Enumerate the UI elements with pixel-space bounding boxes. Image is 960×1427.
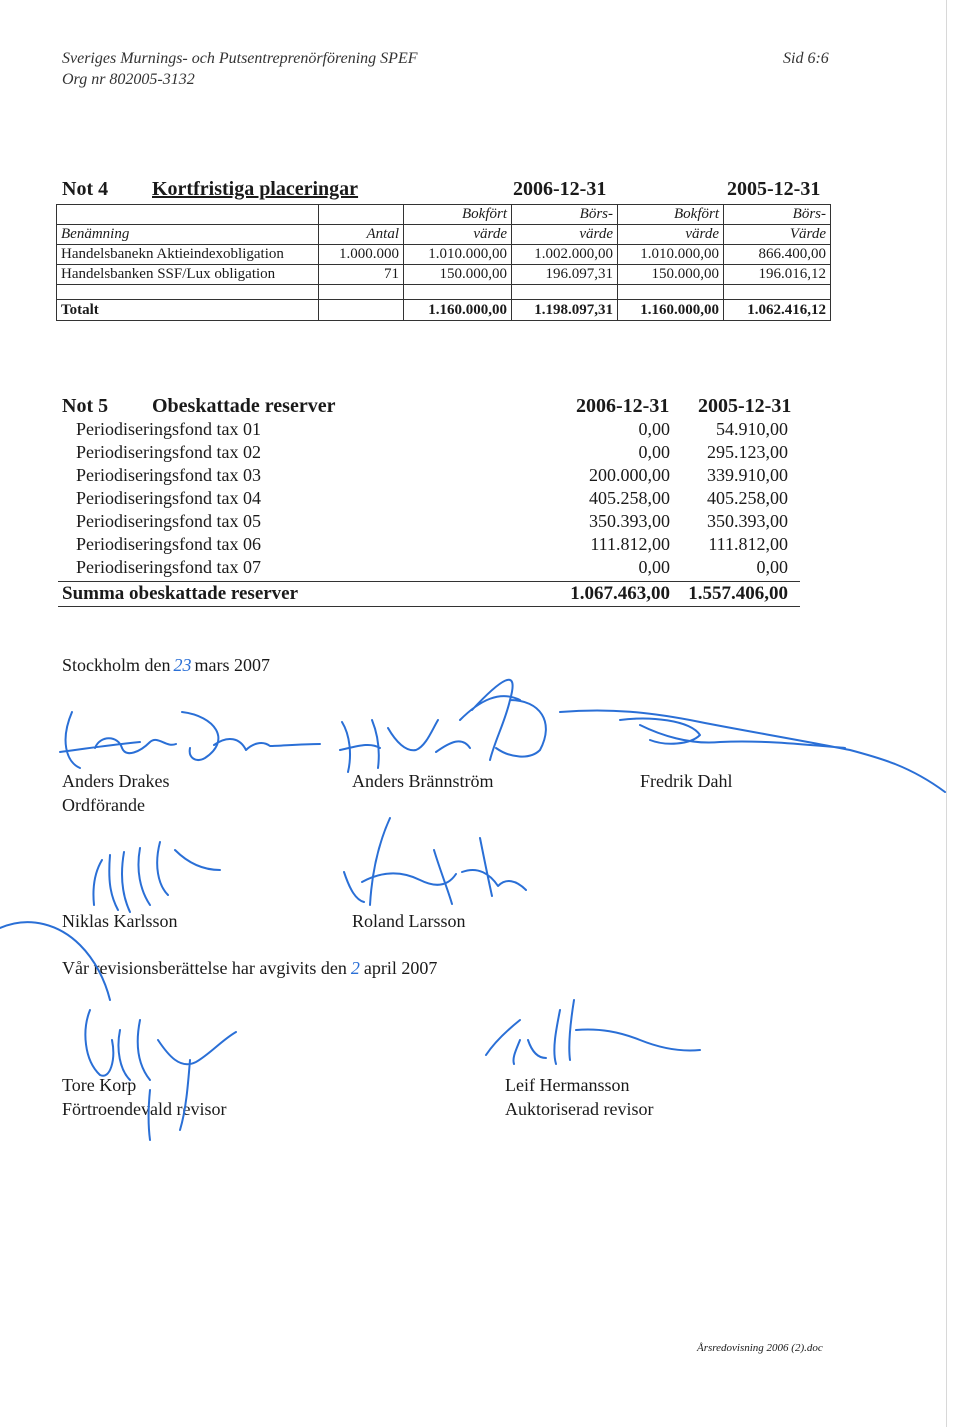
sum-label: Summa obeskattade reserver bbox=[62, 583, 299, 604]
table-cell: 866.400,00 bbox=[724, 245, 831, 265]
table-cell: 1.160.000,00 bbox=[618, 300, 724, 321]
auditor-name: Leif Hermansson bbox=[505, 1075, 630, 1095]
table-cell: 1.010.000,00 bbox=[404, 245, 512, 265]
not4-date-2006: 2006-12-31 bbox=[513, 178, 607, 200]
signature-tore-korp bbox=[85, 1010, 236, 1140]
reserve-value-2005: 0,00 bbox=[756, 557, 788, 577]
table-cell: 1.000.000 bbox=[319, 245, 404, 265]
reserve-label: Periodiseringsfond tax 01 bbox=[76, 419, 261, 439]
reserve-label: Periodiseringsfond tax 04 bbox=[76, 488, 261, 508]
place-date-suffix: mars 2007 bbox=[194, 655, 270, 675]
signatory-name: Niklas Karlsson bbox=[62, 911, 178, 931]
auditor-name: Tore Korp bbox=[62, 1075, 137, 1095]
not4-date-2005: 2005-12-31 bbox=[727, 178, 821, 200]
org-name: Sveriges Murnings- och Putsentreprenörförening SPEF bbox=[62, 50, 418, 67]
audit-prefix: Vår revisionsberättelse har avgivits den bbox=[62, 958, 347, 978]
signatory-name: Anders Drakes bbox=[62, 771, 170, 791]
signatory-name: Anders Brännström bbox=[352, 771, 494, 791]
table-cell: 1.010.000,00 bbox=[618, 245, 724, 265]
reserve-value-2006: 0,00 bbox=[638, 557, 670, 577]
not4-head-cell: värde bbox=[512, 225, 618, 245]
auditor-role: Auktoriserad revisor bbox=[505, 1099, 654, 1119]
page-number: Sid 6:6 bbox=[783, 50, 829, 67]
not4-title: Kortfristiga placeringar bbox=[152, 178, 359, 200]
reserve-label: Periodiseringsfond tax 05 bbox=[76, 511, 261, 531]
reserve-value-2006: 350.393,00 bbox=[589, 511, 670, 531]
not4-head-cell: värde bbox=[404, 225, 512, 245]
reserve-value-2006: 0,00 bbox=[638, 442, 670, 462]
not4-head-cell: Bokfört bbox=[618, 205, 724, 225]
table-cell: Handelsbanekn Aktieindexobligation bbox=[57, 245, 319, 265]
audit-suffix: april 2007 bbox=[363, 958, 438, 978]
not5-date-2005: 2005-12-31 bbox=[698, 395, 792, 417]
not4-head-cell: Benämning bbox=[57, 225, 319, 245]
signature-roland-larsson bbox=[344, 818, 526, 905]
table-cell: 1.002.000,00 bbox=[512, 245, 618, 265]
table-cell: 1.198.097,31 bbox=[512, 300, 618, 321]
not5-title: Obeskattade reserver bbox=[152, 395, 336, 417]
reserve-label: Periodiseringsfond tax 02 bbox=[76, 442, 261, 462]
table-cell: 196.097,31 bbox=[512, 265, 618, 285]
not4-head-cell: Börs- bbox=[512, 205, 618, 225]
auditor-role: Förtroendevald revisor bbox=[62, 1099, 227, 1119]
reserve-value-2005: 350.393,00 bbox=[707, 511, 788, 531]
reserve-value-2005: 111.812,00 bbox=[708, 534, 788, 554]
not4-number: Not 4 bbox=[62, 178, 109, 200]
signature-anders-brannstrom bbox=[340, 680, 546, 772]
reserve-value-2006: 405.258,00 bbox=[589, 488, 670, 508]
sum-value-2006: 1.067.463,00 bbox=[570, 583, 670, 604]
table-cell: 1.160.000,00 bbox=[404, 300, 512, 321]
reserve-value-2006: 200.000,00 bbox=[589, 465, 670, 485]
place-date-prefix: Stockholm den bbox=[62, 655, 171, 675]
table-cell: 1.062.416,12 bbox=[724, 300, 831, 321]
not4-head-cell: Antal bbox=[319, 225, 404, 245]
table-cell: Totalt bbox=[57, 300, 319, 321]
org-number: Org nr 802005-3132 bbox=[62, 71, 195, 88]
not4-head-cell: Börs- bbox=[724, 205, 831, 225]
reserve-label: Periodiseringsfond tax 07 bbox=[76, 557, 261, 577]
footer-filename: Årsredovisning 2006 (2).doc bbox=[697, 1342, 823, 1354]
not4-head-cell: värde bbox=[618, 225, 724, 245]
reserve-value-2005: 405.258,00 bbox=[707, 488, 788, 508]
signature-leif-hermansson bbox=[486, 1000, 700, 1064]
handwritten-audit-day: 2 bbox=[350, 958, 360, 978]
signatory-name: Roland Larsson bbox=[352, 911, 466, 931]
signature-anders-drakes bbox=[60, 712, 320, 768]
table-cell: 150.000,00 bbox=[404, 265, 512, 285]
table-cell: 196.016,12 bbox=[724, 265, 831, 285]
reserve-label: Periodiseringsfond tax 03 bbox=[76, 465, 261, 485]
signatory-role: Ordförande bbox=[62, 795, 145, 815]
signature-fredrik-dahl bbox=[560, 710, 945, 792]
reserve-value-2006: 0,00 bbox=[638, 419, 670, 439]
table-cell: 150.000,00 bbox=[618, 265, 724, 285]
table-cell: Handelsbanken SSF/Lux obligation bbox=[57, 265, 319, 285]
not4-head-cell: Värde bbox=[724, 225, 831, 245]
not4-head-cell: Bokfört bbox=[404, 205, 512, 225]
reserve-value-2005: 295.123,00 bbox=[707, 442, 788, 462]
reserve-value-2006: 111.812,00 bbox=[590, 534, 670, 554]
signatory-name: Fredrik Dahl bbox=[640, 771, 733, 791]
not5-date-2006: 2006-12-31 bbox=[576, 395, 670, 417]
reserve-label: Periodiseringsfond tax 06 bbox=[76, 534, 261, 554]
sum-value-2005: 1.557.406,00 bbox=[688, 583, 788, 604]
handwritten-day: 23 bbox=[173, 655, 192, 675]
reserve-value-2005: 339.910,00 bbox=[707, 465, 788, 485]
not5-number: Not 5 bbox=[62, 395, 109, 417]
table-cell: 71 bbox=[319, 265, 404, 285]
reserve-value-2005: 54.910,00 bbox=[716, 419, 788, 439]
signature-niklas-karlsson bbox=[0, 842, 220, 1000]
